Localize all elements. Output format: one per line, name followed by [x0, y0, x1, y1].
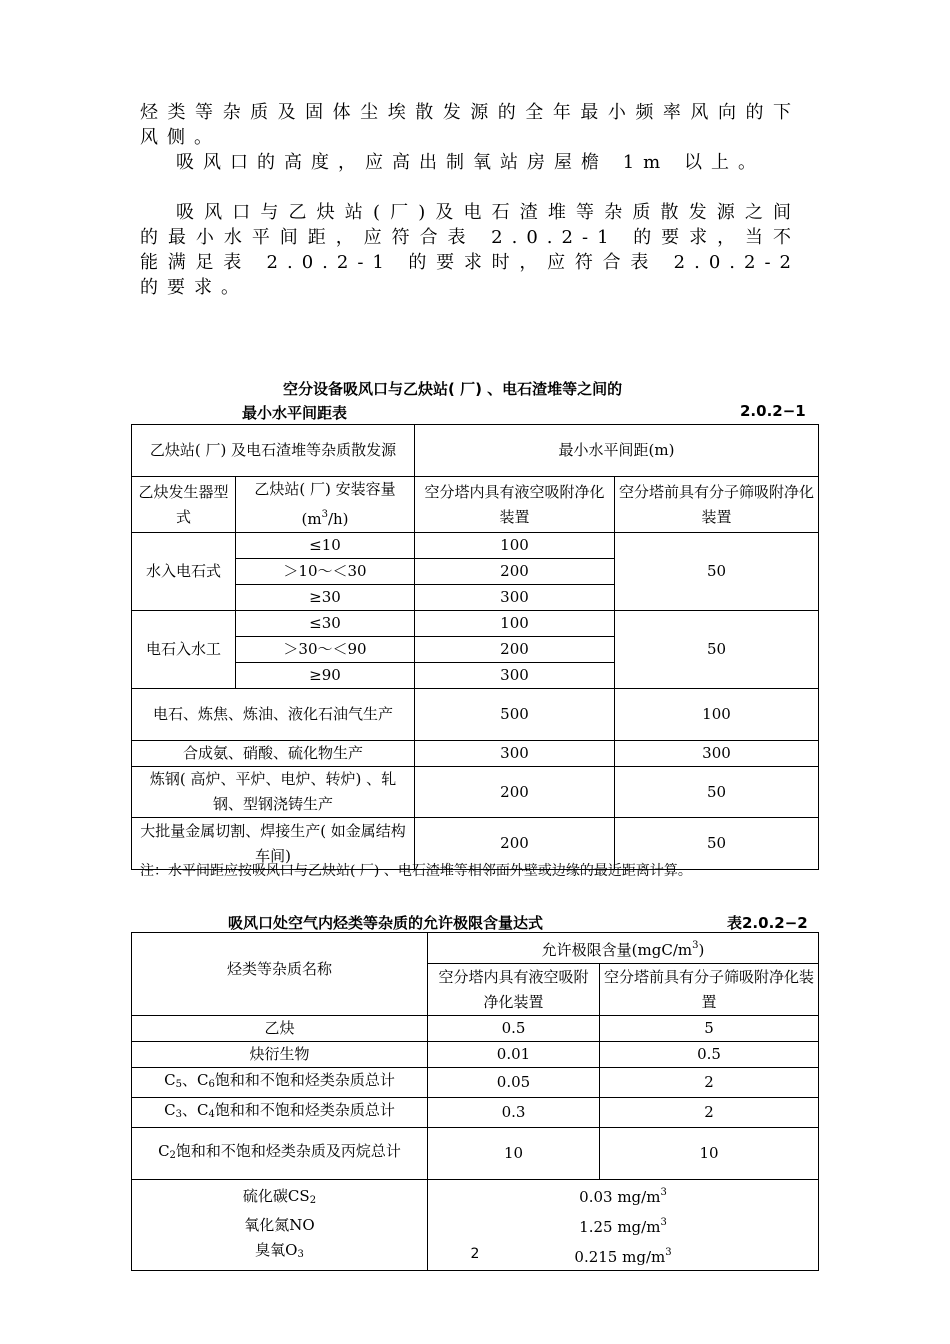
impurity-name-cell: 乙炔	[132, 1016, 428, 1042]
distance-b-cell: 50	[615, 611, 819, 689]
distance-a-cell: 300	[415, 663, 615, 689]
gas-name: 硫化碳$CS_2$	[242, 1186, 317, 1206]
capacity-cell: ＞10～＜30	[236, 559, 415, 585]
distance-a-cell: 200	[415, 818, 615, 870]
source-label-cell: 合成氨、硝酸、硫化物生产	[132, 741, 415, 767]
table1-note: 注：水平间距应按吸风口与乙炔站( 厂) 、电石渣堆等相邻面外壁或边缘的最近距离计算。	[140, 863, 692, 879]
table1-title-line2: 最小水平间距表	[242, 404, 348, 422]
limit-b-cell: 2	[600, 1068, 819, 1098]
header-col-b: 空分塔前具有分子筛吸附净化装置	[615, 477, 819, 533]
generator-type-cell: 水入电石式	[132, 533, 236, 611]
capacity-cell: ≤30	[236, 611, 415, 637]
impurity-limit-table	[131, 932, 819, 1271]
header-capacity: 乙炔站( 厂) 安装容量$(m^3/h)$	[236, 477, 415, 533]
impurity-name-cell: $C_5$、$C_6$饱和和不饱和烃类杂质总计	[132, 1068, 428, 1098]
capacity-cell: ≥90	[236, 663, 415, 689]
paragraph-1: 烃类等杂质及固体尘埃散发源的全年最小频率风向的下风侧。	[140, 102, 800, 148]
distance-b-cell: 300	[615, 741, 819, 767]
header-distance: 最小水平间距(m)	[415, 425, 819, 477]
impurity-name-cell: $C_2$饱和和不饱和烃类杂质及丙烷总计	[132, 1128, 428, 1180]
header-generator-type: 乙炔发生器型式	[132, 477, 236, 533]
limit-b-cell: 2	[600, 1098, 819, 1128]
source-label-cell: 电石、炼焦、炼油、液化石油气生产	[132, 689, 415, 741]
min-distance-table	[131, 424, 819, 870]
generator-type-cell: 电石入水工	[132, 611, 236, 689]
distance-a-cell: 200	[415, 559, 615, 585]
limit-a-cell: 0.3	[428, 1098, 600, 1128]
capacity-cell: ≤10	[236, 533, 415, 559]
distance-a-cell: 200	[415, 767, 615, 818]
header-source: 乙炔站( 厂) 及电石渣堆等杂质散发源	[132, 425, 415, 477]
gas-value: 0.03 $mg/m^3$	[579, 1187, 667, 1206]
distance-a-cell: 500	[415, 689, 615, 741]
header-limit: 允许极限含量$(mgC/m^3)$	[428, 933, 819, 964]
impurity-name-cell: 炔衍生物	[132, 1042, 428, 1068]
limit-b-cell: 0.5	[600, 1042, 819, 1068]
header-col-a: 空分塔内具有液空吸附净化装置	[415, 477, 615, 533]
header-col-a: 空分塔内具有液空吸附净化装置	[428, 964, 600, 1016]
table1-title-line1: 空分设备吸风口与乙炔站( 厂) 、电石渣堆等之间的	[283, 380, 623, 398]
impurity-name-cell: $C_3$、$C_4$饱和和不饱和烃类杂质总计	[132, 1098, 428, 1128]
capacity-cell: ＞30～＜90	[236, 637, 415, 663]
source-label-cell: 大批量金属切割、焊接生产( 如金属结构车间)	[132, 818, 415, 870]
paragraph-3: 吸风口与乙炔站(厂)及电石渣堆等杂质散发源之间的最小水平间距，应符合表 2.0.2-1 的要求，当不能满足表 2.0.2-1 的要求时，应符合表 2.0.2-2 的要求。	[140, 202, 800, 298]
limit-a-cell: 10	[428, 1128, 600, 1180]
gas-value: 1.25 $mg/m^3$	[579, 1217, 667, 1236]
distance-a-cell: 300	[415, 585, 615, 611]
distance-a-cell: 100	[415, 533, 615, 559]
gas-name: 氧化氮NO	[244, 1215, 315, 1234]
table1-number: 2.0.2−1	[740, 402, 806, 420]
distance-a-cell: 300	[415, 741, 615, 767]
limit-a-cell: 0.01	[428, 1042, 600, 1068]
table2-title: 吸风口处空气内烃类等杂质的允许极限含量达式	[228, 914, 544, 932]
distance-a-cell: 200	[415, 637, 615, 663]
source-label-cell: 炼钢( 高炉、平炉、电炉、转炉) 、轧钢、型钢浇铸生产	[132, 767, 415, 818]
limit-b-cell: 5	[600, 1016, 819, 1042]
limit-b-cell: 10	[600, 1128, 819, 1180]
distance-a-cell: 100	[415, 611, 615, 637]
capacity-cell: ≥30	[236, 585, 415, 611]
distance-b-cell: 50	[615, 818, 819, 870]
header-col-b: 空分塔前具有分子筛吸附净化装置	[600, 964, 819, 1016]
distance-b-cell: 50	[615, 767, 819, 818]
page-number: 2	[470, 1246, 480, 1262]
gas-name: 臭氧$O_3$	[255, 1240, 304, 1260]
distance-b-cell: 100	[615, 689, 819, 741]
limit-a-cell: 0.05	[428, 1068, 600, 1098]
distance-b-cell: 50	[615, 533, 819, 611]
paragraph-2: 吸风口的高度，应高出制氧站房屋檐 1m 以上。	[176, 152, 765, 173]
header-impurity-name: 烃类等杂质名称	[132, 933, 428, 1016]
gas-value: 0.215 $mg/m^3$	[574, 1247, 672, 1266]
table2-number: 表2.0.2−2	[727, 914, 808, 932]
limit-a-cell: 0.5	[428, 1016, 600, 1042]
